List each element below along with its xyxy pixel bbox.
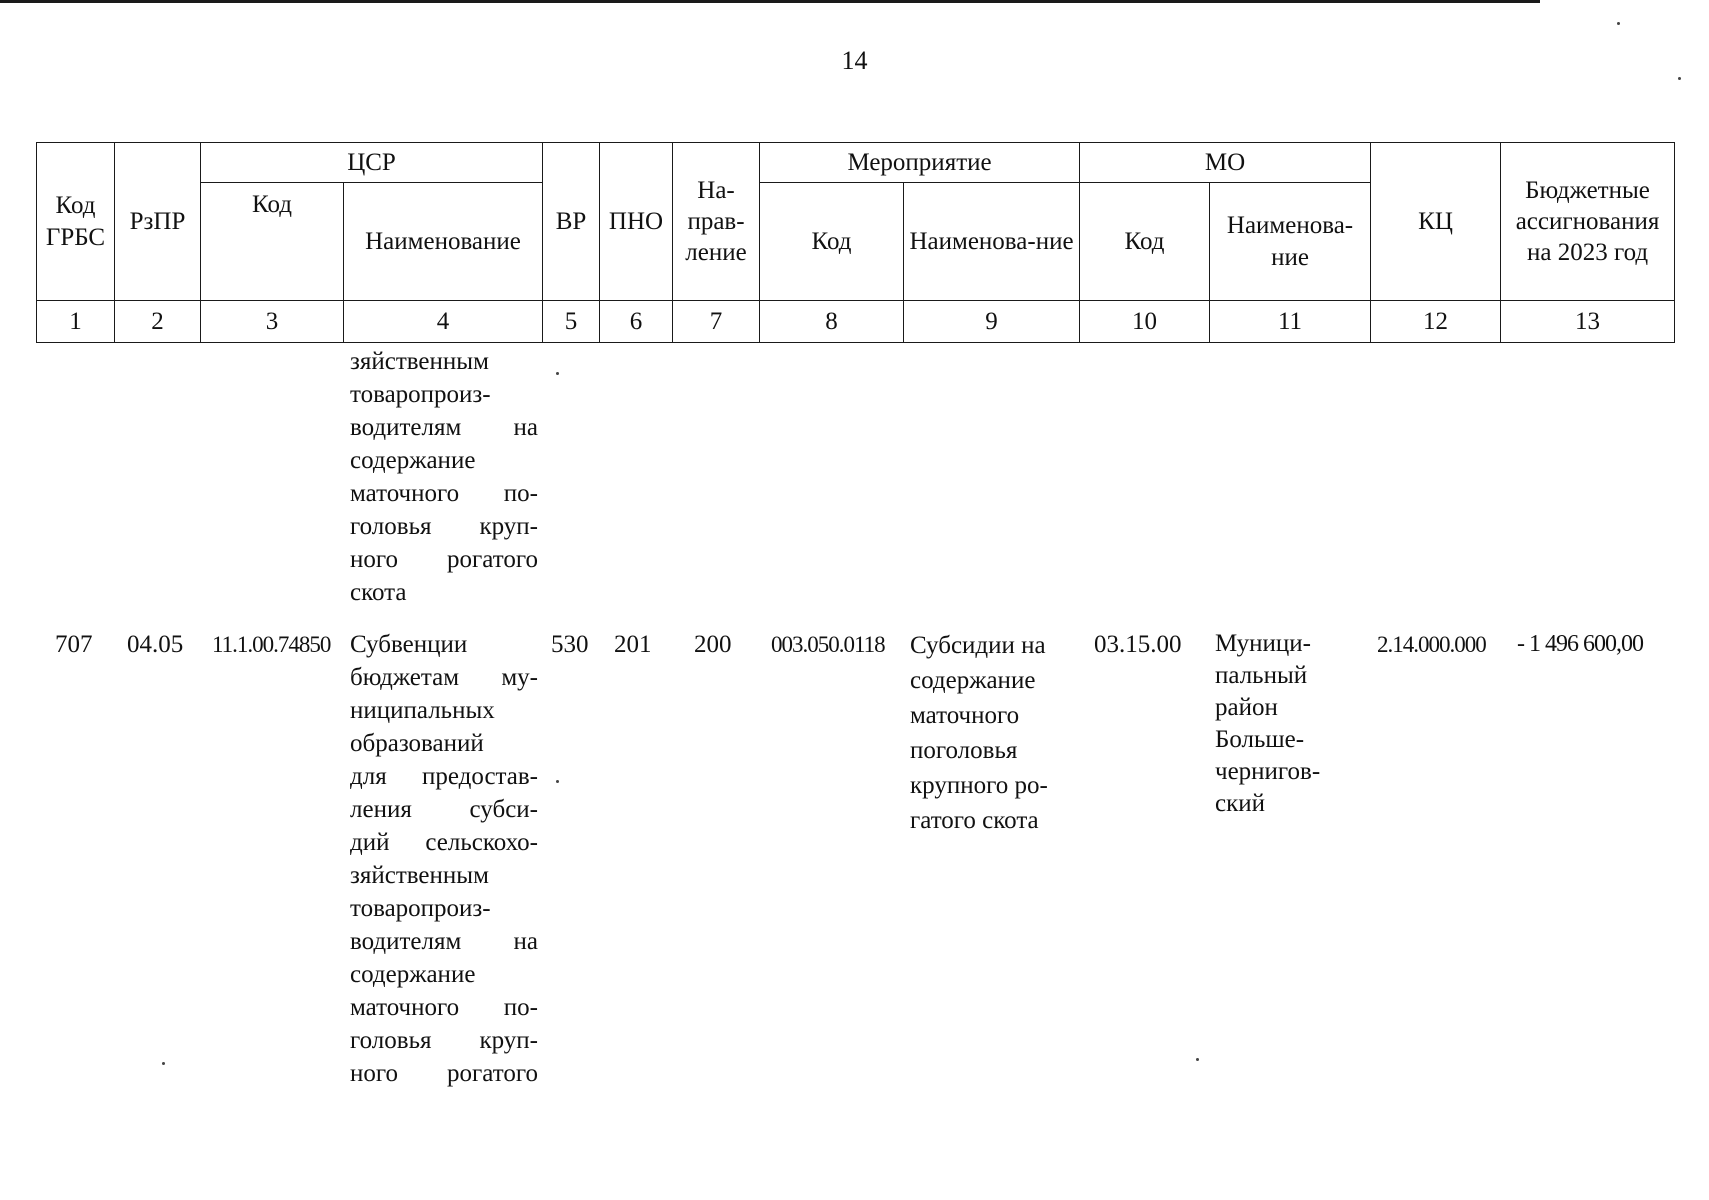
column-number: 1 (37, 301, 115, 343)
column-number: 9 (904, 301, 1080, 343)
text-line: содержание (910, 667, 1036, 694)
column-number: 8 (760, 301, 904, 343)
scan-speck (1196, 1058, 1199, 1061)
text-line: зяйственным (350, 862, 489, 889)
page-number: 14 (841, 46, 868, 75)
header-napravlenie: На-прав-ление (673, 143, 760, 301)
text-line: ления субси- (350, 796, 538, 823)
cell-csr-kod: 11.1.00.74850 (212, 632, 331, 657)
cell-vr: 530 (551, 631, 589, 658)
column-number: 3 (201, 301, 344, 343)
column-number: 2 (115, 301, 201, 343)
header-mer-kod: Код (760, 183, 904, 301)
cell-mer-kod: 003.050.0118 (771, 632, 885, 657)
text-line: чернигов- (1215, 758, 1321, 785)
header-csr: ЦСР (201, 143, 543, 183)
column-number: 7 (673, 301, 760, 343)
scan-speck (162, 1062, 165, 1065)
text-line: гатого скота (910, 807, 1039, 834)
header-mo-kod: Код (1080, 183, 1210, 301)
text-line: товаропроиз- (350, 381, 491, 408)
header-kc: КЦ (1371, 143, 1501, 301)
text-line: маточного по- (350, 994, 538, 1021)
text-line: Больше- (1215, 726, 1305, 753)
cell-mo-kod: 03.15.00 (1094, 631, 1182, 658)
column-number: 11 (1210, 301, 1371, 343)
text-line: Субвенции (350, 631, 468, 658)
cell-csr-name (350, 628, 538, 1090)
cell-amount: - 1 496 600,00 (1517, 631, 1643, 657)
scan-speck (1678, 77, 1681, 80)
text-line: для предостав- (350, 763, 538, 790)
text-line: дий сельскохо- (350, 829, 538, 856)
column-number: 13 (1501, 301, 1675, 343)
text-line: ский (1215, 790, 1265, 817)
text-line: головья круп- (350, 1027, 538, 1054)
header-vr: ВР (543, 143, 600, 301)
column-numbers-row (37, 301, 1675, 343)
text-line: содержание (350, 447, 476, 474)
text-line: водителям на (350, 928, 538, 955)
text-line: пальный (1215, 662, 1308, 689)
column-number: 10 (1080, 301, 1210, 343)
header-csr-name: Наименование (344, 183, 543, 301)
text-line: товаропроиз- (350, 895, 491, 922)
header-meropriyatie: Мероприятие (760, 143, 1080, 183)
cell-napravlenie: 200 (694, 631, 732, 658)
text-line: маточного по- (350, 480, 538, 507)
text-line: район (1215, 694, 1278, 721)
cell-rzpr: 04.05 (127, 631, 184, 658)
top-rule (0, 0, 1540, 3)
text-line: ного рогатого (350, 546, 538, 573)
text-line: содержание (350, 961, 476, 988)
cell-mer-name (910, 628, 1075, 838)
column-number: 6 (600, 301, 673, 343)
cell-mo-name (1215, 628, 1365, 820)
text-line: водителям на (350, 414, 538, 441)
text-line: зяйственным (350, 348, 489, 375)
header-mer-name: Наименова-ние (904, 183, 1080, 301)
column-number: 4 (344, 301, 543, 343)
text-line: головья круп- (350, 513, 538, 540)
scan-speck (1617, 22, 1620, 25)
text-line: маточного (910, 702, 1020, 729)
continuation-csr-name (350, 345, 538, 609)
text-line: образований (350, 730, 484, 757)
text-line: крупного ро- (910, 772, 1048, 799)
header-pno: ПНО (600, 143, 673, 301)
scan-speck (556, 372, 559, 375)
text-line: бюджетам му- (350, 664, 538, 691)
column-number: 12 (1371, 301, 1501, 343)
header-mo: МО (1080, 143, 1371, 183)
scan-speck (556, 780, 559, 783)
text-line: ного рогатого (350, 1060, 538, 1087)
header-kod-grbs: Код ГРБС (37, 143, 115, 301)
header-csr-kod: Код (201, 183, 344, 301)
text-line: ниципальных (350, 697, 495, 724)
header-budget: Бюджетные ассигнования на 2023 год (1501, 143, 1675, 301)
text-line: поголовья (910, 737, 1018, 764)
header-mo-name: Наименова-ние (1210, 183, 1371, 301)
text-line: скота (350, 579, 407, 606)
text-line: Субсидии на (910, 632, 1046, 659)
cell-kod-grbs: 707 (55, 631, 93, 658)
header-rzpr: РзПР (115, 143, 201, 301)
cell-kc: 2.14.000.000 (1377, 632, 1486, 657)
cell-pno: 201 (614, 631, 652, 658)
text-line: Муници- (1215, 630, 1311, 657)
column-number: 5 (543, 301, 600, 343)
table-header (36, 142, 1675, 343)
